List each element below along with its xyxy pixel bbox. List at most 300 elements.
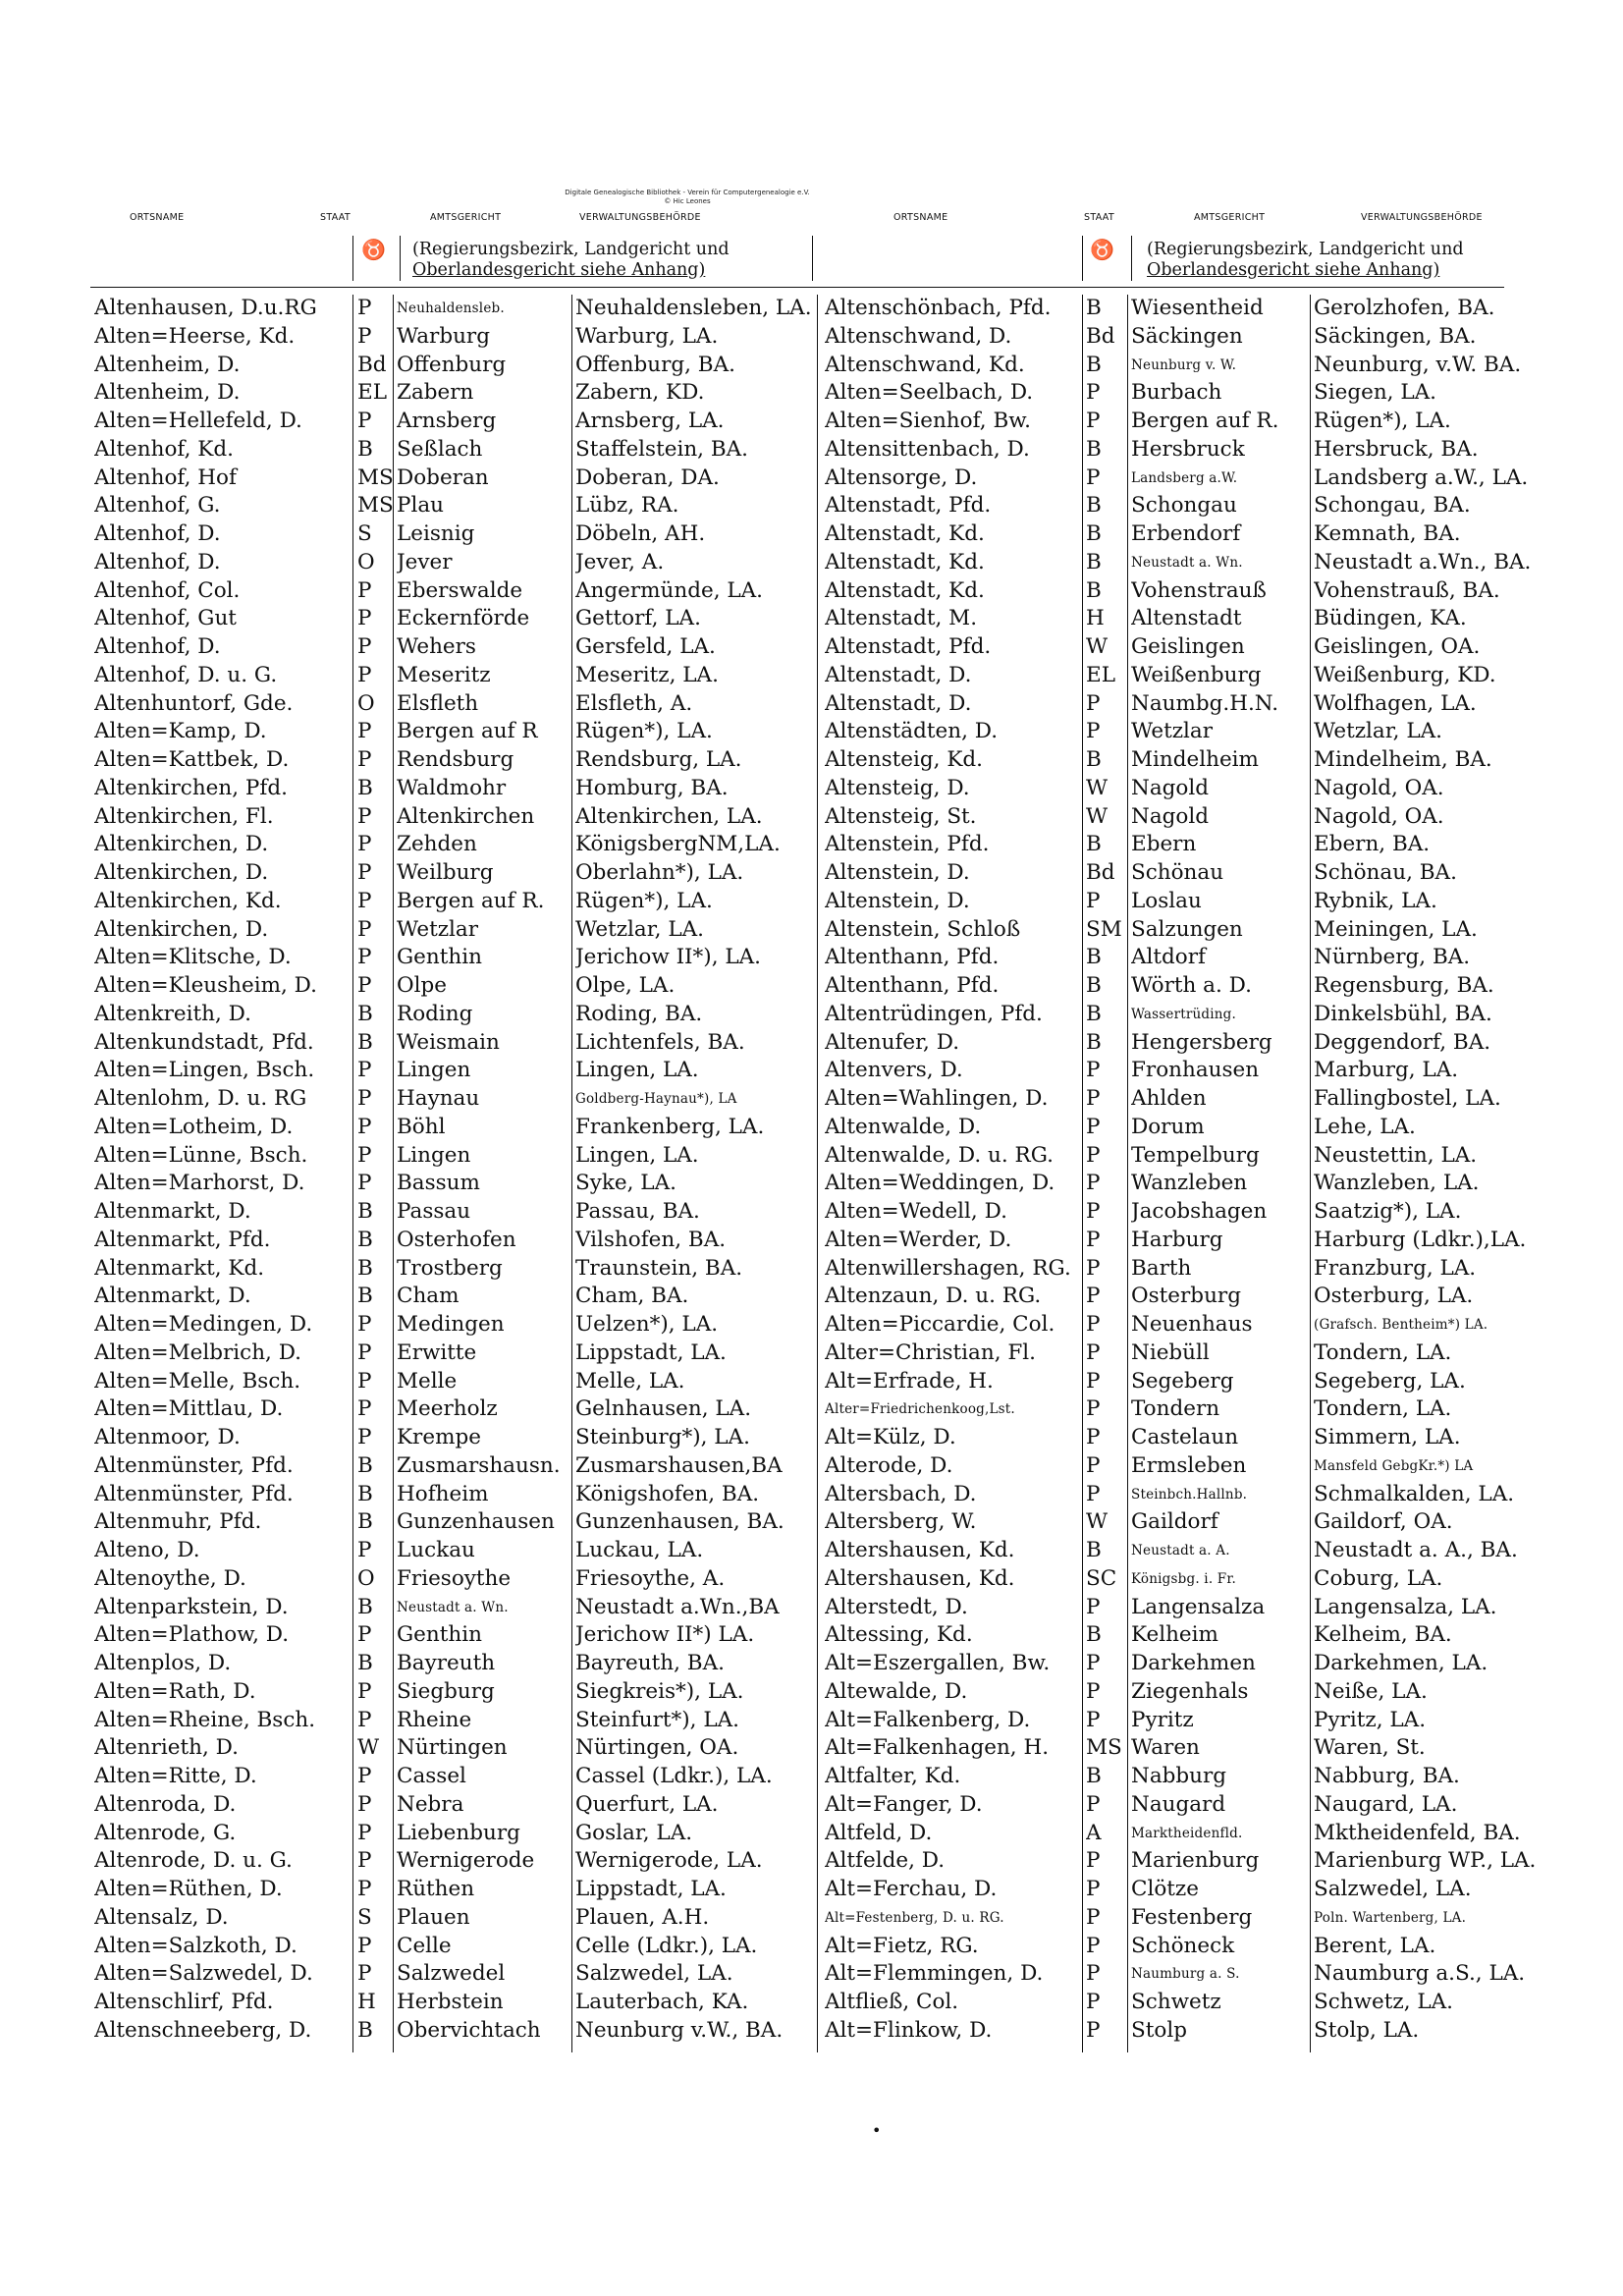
table-row bbox=[825, 1085, 1532, 1114]
table-row bbox=[94, 408, 817, 436]
verwaltung-cell: Mansfeld GebgKr.*) LA bbox=[1314, 1457, 1474, 1474]
verwaltung-cell: Säckingen, BA. bbox=[1314, 323, 1477, 349]
table-row bbox=[825, 1227, 1532, 1255]
verwaltung-cell: Nürnberg, BA. bbox=[1314, 945, 1471, 970]
staat-cell: P bbox=[357, 1622, 372, 1648]
table-row bbox=[825, 1650, 1532, 1678]
staat-cell: P bbox=[1086, 2017, 1101, 2043]
staat-cell: P bbox=[357, 747, 372, 772]
table-row bbox=[825, 1170, 1532, 1198]
amtsgericht-cell: Segeberg bbox=[1131, 1368, 1234, 1394]
amtsgericht-cell: Hersbruck bbox=[1131, 436, 1245, 462]
ortsname-cell: Alten=Kleusheim, D. bbox=[94, 973, 317, 998]
table-row bbox=[825, 1820, 1532, 1848]
verwaltung-cell: Darkehmen, LA. bbox=[1314, 1651, 1488, 1675]
table-row bbox=[94, 1368, 817, 1396]
ortsname-cell: Altenschönbach, Pfd. bbox=[825, 296, 1052, 320]
ortsname-cell: Alten=Melbrich, D. bbox=[94, 1339, 302, 1365]
verwaltung-cell: Schönau, BA. bbox=[1314, 860, 1457, 885]
amtsgericht-cell: Jacobshagen bbox=[1131, 1199, 1268, 1224]
verwaltung-cell: Rybnik, LA. bbox=[1314, 888, 1437, 913]
verwaltung-cell: Warburg, LA. bbox=[575, 323, 719, 349]
verwaltung-cell: Segeberg, LA. bbox=[1314, 1368, 1466, 1394]
staat-cell: P bbox=[357, 1396, 372, 1422]
staat-cell: B bbox=[1086, 352, 1102, 377]
verwaltung-cell: Gersfeld, LA. bbox=[575, 634, 716, 659]
staat-cell: P bbox=[357, 634, 372, 659]
amtsgericht-cell: Passau bbox=[397, 1199, 471, 1224]
ortsname-cell: Altenstein, D. bbox=[825, 860, 970, 885]
table-row bbox=[94, 1452, 817, 1481]
ortsname-cell: Altenstadt, Pfd. bbox=[825, 634, 992, 659]
verwaltung-cell: (Grafsch. Bentheim*) LA. bbox=[1314, 1317, 1488, 1333]
amtsgericht-cell: Bergen auf R. bbox=[1131, 409, 1279, 433]
ortsname-cell: Altfeld, D. bbox=[825, 1820, 933, 1845]
table-row bbox=[825, 1255, 1532, 1284]
ortsname-cell: Altensteig, St. bbox=[825, 803, 977, 829]
staat-cell: P bbox=[357, 1312, 372, 1337]
amtsgericht-cell: Waren bbox=[1131, 1735, 1200, 1761]
table-row bbox=[825, 577, 1532, 606]
ortsname-cell: Altenstadt, Kd. bbox=[825, 521, 985, 546]
amtsgericht-cell: Offenburg bbox=[397, 352, 507, 377]
header-staat-left: STAAT bbox=[320, 212, 351, 223]
staat-cell: Bd bbox=[357, 352, 387, 377]
table-row bbox=[825, 916, 1532, 945]
verwaltung-cell: Offenburg, BA. bbox=[575, 352, 735, 377]
ortsname-cell: Altenmarkt, D. bbox=[94, 1199, 251, 1224]
table-row bbox=[94, 859, 817, 888]
ortsname-cell: Altenrode, G. bbox=[94, 1820, 237, 1845]
table-row bbox=[94, 662, 817, 690]
amtsgericht-cell: Nebra bbox=[397, 1791, 464, 1817]
verwaltung-cell: Staffelstein, BA. bbox=[575, 436, 749, 462]
ortsname-cell: Alten=Seelbach, D. bbox=[825, 380, 1034, 406]
amtsgericht-cell: Darkehmen bbox=[1131, 1651, 1256, 1675]
verwaltung-cell: Vohenstrauß, BA. bbox=[1314, 577, 1500, 603]
verwaltung-cell: Nürtingen, OA. bbox=[575, 1735, 739, 1761]
staat-cell: EL bbox=[357, 380, 387, 406]
ortsname-cell: Altenkirchen, D. bbox=[94, 832, 269, 857]
amtsgericht-cell: Festenberg bbox=[1131, 1904, 1253, 1930]
table-row bbox=[94, 775, 817, 803]
verwaltung-cell: Celle (Ldkr.), LA. bbox=[575, 1933, 758, 1958]
ortsname-cell: Altenkirchen, D. bbox=[94, 860, 269, 885]
ortsname-cell: Altensteig, D. bbox=[825, 775, 970, 800]
ortsname-cell: Alterstedt, D. bbox=[825, 1594, 968, 1619]
verwaltung-cell: Friesoythe, A. bbox=[575, 1565, 726, 1591]
verwaltung-cell: Kelheim, BA. bbox=[1314, 1622, 1452, 1648]
table-row bbox=[94, 1085, 817, 1114]
table-row bbox=[94, 1678, 817, 1707]
staat-cell: MS bbox=[357, 465, 394, 490]
staat-cell: P bbox=[1086, 1707, 1101, 1732]
staat-cell: P bbox=[1086, 1452, 1101, 1478]
header-ortsname-right: ORTSNAME bbox=[893, 212, 948, 223]
staat-cell: B bbox=[1086, 1622, 1102, 1648]
ortsname-cell: Alt=Falkenberg, D. bbox=[825, 1707, 1031, 1732]
amtsgericht-cell: Bayreuth bbox=[397, 1651, 496, 1675]
ortsname-cell: Altenmoor, D. bbox=[94, 1425, 241, 1449]
subheader-note-line1: (Regierungsbezirk, Landgericht und bbox=[1147, 240, 1464, 259]
amtsgericht-cell: Vohenstrauß bbox=[1131, 577, 1267, 603]
table-row bbox=[94, 1142, 817, 1171]
amtsgericht-cell: Naugard bbox=[1131, 1791, 1226, 1817]
table-row bbox=[825, 605, 1532, 633]
table-row bbox=[94, 379, 817, 408]
table-row bbox=[825, 859, 1532, 888]
verwaltung-cell: Altenkirchen, LA. bbox=[575, 803, 763, 829]
amtsgericht-cell: Elsfleth bbox=[397, 690, 479, 716]
ortsname-cell: Alten=Salzwedel, D. bbox=[94, 1961, 313, 1987]
verwaltung-cell: Lichtenfels, BA. bbox=[575, 1029, 745, 1055]
staat-cell: P bbox=[1086, 409, 1101, 433]
subheader-divider bbox=[352, 236, 353, 281]
staat-cell: P bbox=[357, 577, 372, 603]
ortsname-cell: Altfelde, D. bbox=[825, 1848, 946, 1874]
ortsname-cell: Altenmünster, Pfd. bbox=[94, 1481, 294, 1506]
amtsgericht-cell: Meseritz bbox=[397, 662, 491, 687]
staat-cell: P bbox=[1086, 690, 1101, 716]
amtsgericht-cell: Meerholz bbox=[397, 1396, 498, 1422]
verwaltung-cell: Siegkreis*), LA. bbox=[575, 1678, 744, 1704]
staat-cell: P bbox=[357, 662, 372, 687]
amtsgericht-cell: Friesoythe bbox=[397, 1565, 512, 1591]
ortsname-cell: Altenhof, D. u. G. bbox=[94, 662, 278, 687]
verwaltung-cell: Oberlahn*), LA. bbox=[575, 860, 744, 885]
table-row bbox=[825, 1763, 1532, 1791]
staat-cell: P bbox=[357, 916, 372, 942]
verwaltung-cell: Lübz, RA. bbox=[575, 493, 679, 519]
ortsname-cell: Alt=Külz, D. bbox=[825, 1425, 956, 1449]
amtsgericht-cell: Olpe bbox=[397, 973, 447, 998]
subheader-divider bbox=[1082, 236, 1083, 281]
staat-cell: P bbox=[357, 1820, 372, 1845]
table-row bbox=[825, 520, 1532, 549]
amtsgericht-cell: Krempe bbox=[397, 1425, 481, 1449]
table-row bbox=[825, 1565, 1532, 1594]
ortsname-cell: Altenkirchen, D. bbox=[94, 916, 269, 942]
table-row bbox=[94, 1001, 817, 1029]
ortsname-cell: Alten=Kattbek, D. bbox=[94, 747, 290, 772]
verwaltung-cell: Zusmarshausen,BA bbox=[575, 1452, 783, 1478]
verwaltung-cell: Hersbruck, BA. bbox=[1314, 436, 1479, 462]
amtsgericht-cell: Medingen bbox=[397, 1312, 505, 1337]
table-row bbox=[825, 1452, 1532, 1481]
amtsgericht-cell: Herbstein bbox=[397, 1990, 504, 2014]
amtsgericht-cell: Niebüll bbox=[1131, 1339, 1210, 1365]
amtsgericht-cell: Neunburg v. W. bbox=[1131, 356, 1237, 373]
table-row bbox=[94, 520, 817, 549]
ortsname-cell: Alten=Lotheim, D. bbox=[94, 1114, 294, 1139]
staat-cell: Bd bbox=[1086, 323, 1115, 349]
staat-cell: B bbox=[1086, 747, 1102, 772]
ortsname-cell: Altenheim, D. bbox=[94, 352, 241, 377]
table-row bbox=[825, 1707, 1532, 1735]
staat-cell: P bbox=[1086, 1284, 1101, 1309]
verwaltung-cell: Uelzen*), LA. bbox=[575, 1312, 719, 1337]
verwaltung-cell: Pyritz, LA. bbox=[1314, 1707, 1427, 1732]
amtsgericht-cell: Altenstadt bbox=[1131, 606, 1242, 631]
subheader-note-line2: Oberlandesgericht siehe Anhang) bbox=[1147, 260, 1440, 280]
verwaltung-cell: Schwetz, LA. bbox=[1314, 1990, 1454, 2014]
amtsgericht-cell: Wörth a. D. bbox=[1131, 973, 1252, 998]
table-row bbox=[825, 1734, 1532, 1763]
ortsname-cell: Altenhof, Hof bbox=[94, 465, 237, 490]
table-row bbox=[94, 1960, 817, 1989]
verwaltung-cell: Deggendorf, BA. bbox=[1314, 1029, 1491, 1055]
ortsname-cell: Alten=Klitsche, D. bbox=[94, 945, 292, 970]
staat-cell: P bbox=[1086, 1651, 1101, 1675]
ortsname-cell: Altensittenbach, D. bbox=[825, 436, 1030, 462]
staat-cell: W bbox=[1086, 1509, 1109, 1535]
staat-cell: P bbox=[357, 945, 372, 970]
ortsname-cell: Altensteig, Kd. bbox=[825, 747, 983, 772]
ortsname-cell: Altenstadt, Kd. bbox=[825, 549, 985, 574]
ortsname-cell: Alten=Wahlingen, D. bbox=[825, 1086, 1049, 1111]
ortsname-cell: Altenstein, Pfd. bbox=[825, 832, 990, 857]
staat-cell: P bbox=[1086, 1086, 1101, 1111]
ortsname-cell: Altenlohm, D. u. RG bbox=[94, 1086, 307, 1111]
ortsname-cell: Altenkreith, D. bbox=[94, 1001, 251, 1026]
verwaltung-cell: Schongau, BA. bbox=[1314, 493, 1471, 519]
staat-cell: B bbox=[1086, 521, 1102, 546]
staat-cell: P bbox=[1086, 1961, 1101, 1987]
ortsname-cell: Alt=Flinkow, D. bbox=[825, 2017, 993, 2043]
verwaltung-cell: Neustadt a.Wn., BA. bbox=[1314, 549, 1532, 574]
ortsname-cell: Altenhausen, D.u.RG bbox=[94, 296, 317, 320]
staat-cell: P bbox=[357, 832, 372, 857]
staat-cell: B bbox=[357, 1651, 373, 1675]
table-row bbox=[825, 436, 1532, 465]
table-row bbox=[825, 944, 1532, 972]
header-staat-right: STAAT bbox=[1084, 212, 1114, 223]
table-row bbox=[825, 408, 1532, 436]
ortsname-cell: Altewalde, D. bbox=[825, 1678, 968, 1704]
ortsname-cell: Alten=Lünne, Bsch. bbox=[94, 1142, 308, 1168]
verwaltung-cell: Tondern, LA. bbox=[1314, 1339, 1452, 1365]
ortsname-cell: Altenstein, Schloß bbox=[825, 916, 1021, 942]
ortsname-cell: Alten=Rheine, Bsch. bbox=[94, 1707, 316, 1732]
amtsgericht-cell: Geislingen bbox=[1131, 634, 1245, 659]
amtsgericht-cell: Osterhofen bbox=[397, 1227, 516, 1252]
amtsgericht-cell: Liebenburg bbox=[397, 1820, 520, 1845]
staat-cell: P bbox=[357, 1791, 372, 1817]
table-row bbox=[825, 1339, 1532, 1368]
table-row bbox=[825, 1791, 1532, 1820]
verwaltung-cell: Olpe, LA. bbox=[575, 973, 676, 998]
ortsname-cell: Altenwalde, D. bbox=[825, 1114, 982, 1139]
amtsgericht-cell: Stolp bbox=[1131, 2017, 1187, 2043]
table-row bbox=[94, 1227, 817, 1255]
subheader bbox=[0, 236, 1623, 283]
amtsgericht-cell: Naumburg a. S. bbox=[1131, 1966, 1240, 1983]
verwaltung-cell: Lippstadt, LA. bbox=[575, 1339, 727, 1365]
ortsname-cell: Altenhof, G. bbox=[94, 493, 221, 519]
subheader-glyph-left: ♉ bbox=[361, 238, 386, 261]
ortsname-cell: Altenstadt, Pfd. bbox=[825, 493, 992, 519]
amtsgericht-cell: Hofheim bbox=[397, 1481, 489, 1506]
staat-cell: P bbox=[357, 1961, 372, 1987]
staat-cell: B bbox=[1086, 1001, 1102, 1026]
verwaltung-cell: Goldberg-Haynau*), LA bbox=[575, 1091, 737, 1107]
table-row bbox=[94, 2017, 817, 2046]
ortsname-cell: Alt=Fietz, RG. bbox=[825, 1933, 979, 1958]
verwaltung-cell: Döbeln, AH. bbox=[575, 521, 706, 546]
amtsgericht-cell: Celle bbox=[397, 1933, 452, 1958]
verwaltung-cell: Homburg, BA. bbox=[575, 775, 729, 800]
table-row bbox=[825, 1537, 1532, 1565]
amtsgericht-cell: Burbach bbox=[1131, 380, 1222, 406]
table-row bbox=[94, 1198, 817, 1227]
amtsgericht-cell: Castelaun bbox=[1131, 1425, 1239, 1449]
verwaltung-cell: Berent, LA. bbox=[1314, 1933, 1436, 1958]
staat-cell: B bbox=[1086, 577, 1102, 603]
ortsname-cell: Alt=Erfrade, H. bbox=[825, 1368, 994, 1394]
staat-cell: P bbox=[1086, 465, 1101, 490]
amtsgericht-cell: Zehden bbox=[397, 832, 477, 857]
ortsname-cell: Alt=Eszergallen, Bw. bbox=[825, 1651, 1051, 1675]
ortsname-cell: Altentrüdingen, Pfd. bbox=[825, 1001, 1043, 1026]
table-row bbox=[94, 352, 817, 380]
table-row bbox=[825, 1029, 1532, 1058]
subheader-note-left bbox=[412, 240, 730, 281]
amtsgericht-cell: Ziegenhals bbox=[1131, 1678, 1249, 1704]
amtsgericht-cell: Siegburg bbox=[397, 1678, 495, 1704]
subheader-divider bbox=[812, 236, 813, 281]
amtsgericht-cell: Naumbg.H.N. bbox=[1131, 690, 1279, 716]
ortsname-cell: Alten=Werder, D. bbox=[825, 1227, 1012, 1252]
ortsname-cell: Alter=Friedrichenkoog,Lst. bbox=[825, 1401, 1015, 1418]
verwaltung-cell: Weißenburg, KD. bbox=[1314, 662, 1496, 687]
header-rule bbox=[90, 287, 1504, 288]
verwaltung-cell: Plauen, A.H. bbox=[575, 1904, 710, 1930]
table-row bbox=[94, 549, 817, 577]
ortsname-cell: Altenschwand, Kd. bbox=[825, 352, 1025, 377]
table-row bbox=[94, 1508, 817, 1537]
table-row bbox=[825, 690, 1532, 719]
table-row bbox=[94, 944, 817, 972]
verwaltung-cell: Traunstein, BA. bbox=[575, 1255, 743, 1281]
verwaltung-cell: Nagold, OA. bbox=[1314, 775, 1444, 800]
staat-cell: B bbox=[1086, 1764, 1102, 1788]
staat-cell: W bbox=[1086, 634, 1109, 659]
verwaltung-cell: Wernigerode, LA. bbox=[575, 1848, 763, 1874]
table-row bbox=[825, 1057, 1532, 1085]
verwaltung-cell: Passau, BA. bbox=[575, 1199, 700, 1224]
staat-cell: P bbox=[1086, 1933, 1101, 1958]
amtsgericht-cell: Nürtingen bbox=[397, 1735, 508, 1761]
ortsname-cell: Altenwillershagen, RG. bbox=[825, 1255, 1071, 1281]
verwaltung-cell: Querfurt, LA. bbox=[575, 1791, 719, 1817]
verwaltung-cell: Roding, BA. bbox=[575, 1001, 703, 1026]
staat-cell: B bbox=[1086, 296, 1102, 320]
verwaltung-cell: Büdingen, KA. bbox=[1314, 606, 1467, 631]
staat-cell: SC bbox=[1086, 1565, 1117, 1591]
table-row bbox=[825, 2017, 1532, 2046]
ortsname-cell: Altenstadt, M. bbox=[825, 606, 978, 631]
ortsname-cell: Altenmarkt, D. bbox=[94, 1284, 251, 1309]
watermark bbox=[511, 189, 864, 206]
table-row bbox=[825, 1368, 1532, 1396]
verwaltung-cell: Salzwedel, LA. bbox=[575, 1961, 733, 1987]
ortsname-cell: Altenhof, Col. bbox=[94, 577, 241, 603]
staat-cell: P bbox=[1086, 719, 1101, 744]
ortsname-cell: Altenwalde, D. u. RG. bbox=[825, 1142, 1054, 1168]
staat-cell: P bbox=[357, 1142, 372, 1168]
staat-cell: MS bbox=[1086, 1735, 1122, 1761]
staat-cell: P bbox=[357, 1171, 372, 1196]
header-amtsgericht-left: AMTSGERICHT bbox=[430, 212, 502, 223]
staat-cell: O bbox=[357, 549, 375, 574]
verwaltung-cell: Fallingbostel, LA. bbox=[1314, 1086, 1501, 1111]
table-row bbox=[825, 775, 1532, 803]
amtsgericht-cell: Erwitte bbox=[397, 1339, 477, 1365]
staat-cell: P bbox=[357, 1538, 372, 1562]
staat-cell: B bbox=[1086, 493, 1102, 519]
header-amtsgericht-right: AMTSGERICHT bbox=[1194, 212, 1266, 223]
ortsname-cell: Altenthann, Pfd. bbox=[825, 973, 1000, 998]
amtsgericht-cell: Barth bbox=[1131, 1255, 1192, 1281]
staat-cell: B bbox=[1086, 1029, 1102, 1055]
amtsgericht-cell: Bassum bbox=[397, 1171, 480, 1196]
table-row bbox=[825, 1424, 1532, 1452]
ortsname-cell: Altenschwand, D. bbox=[825, 323, 1012, 349]
table-row bbox=[825, 972, 1532, 1001]
amtsgericht-cell: Rheine bbox=[397, 1707, 472, 1732]
staat-cell: B bbox=[357, 1509, 373, 1535]
ortsname-cell: Alten=Ritte, D. bbox=[94, 1764, 257, 1788]
verwaltung-cell: Geislingen, OA. bbox=[1314, 634, 1481, 659]
verwaltung-cell: Osterburg, LA. bbox=[1314, 1284, 1474, 1309]
table-row bbox=[94, 1707, 817, 1735]
ortsname-cell: Alten=Wedell, D. bbox=[825, 1199, 1007, 1224]
verwaltung-cell: Naugard, LA. bbox=[1314, 1791, 1458, 1817]
amtsgericht-cell: Wernigerode bbox=[397, 1848, 535, 1874]
header-verwaltung-right: VERWALTUNGSBEHÖRDE bbox=[1361, 212, 1483, 223]
table-row bbox=[825, 295, 1532, 323]
verwaltung-cell: Neustettin, LA. bbox=[1314, 1142, 1478, 1168]
staat-cell: B bbox=[357, 1227, 373, 1252]
ortsname-cell: Altenhof, Kd. bbox=[94, 436, 234, 462]
subheader-note-line1: (Regierungsbezirk, Landgericht und bbox=[412, 240, 730, 259]
ortsname-cell: Altenthann, Pfd. bbox=[825, 945, 1000, 970]
ortsname-cell: Alten=Heerse, Kd. bbox=[94, 323, 296, 349]
verwaltung-cell: Langensalza, LA. bbox=[1314, 1594, 1497, 1619]
amtsgericht-cell: Wetzlar bbox=[1131, 719, 1214, 744]
verwaltung-cell: Neiße, LA. bbox=[1314, 1678, 1428, 1704]
staat-cell: P bbox=[357, 1764, 372, 1788]
amtsgericht-cell: Clötze bbox=[1131, 1877, 1199, 1901]
verwaltung-cell: Jerichow II*) LA. bbox=[575, 1622, 755, 1648]
ortsname-cell: Altenstädten, D. bbox=[825, 719, 999, 744]
amtsgericht-cell: Erbendorf bbox=[1131, 521, 1241, 546]
table-row bbox=[94, 1989, 817, 2017]
ortsname-cell: Alter=Christian, Fl. bbox=[825, 1339, 1037, 1365]
ortsname-cell: Alt=Falkenhagen, H. bbox=[825, 1735, 1050, 1761]
verwaltung-cell: Landsberg a.W., LA. bbox=[1314, 465, 1529, 490]
table-row bbox=[94, 1029, 817, 1058]
staat-cell: H bbox=[357, 1990, 376, 2014]
staat-cell: A bbox=[1086, 1820, 1102, 1845]
table-row bbox=[94, 972, 817, 1001]
table-row bbox=[825, 1395, 1532, 1424]
staat-cell: P bbox=[1086, 1791, 1101, 1817]
amtsgericht-cell: Eckernförde bbox=[397, 606, 530, 631]
staat-cell: B bbox=[357, 1255, 373, 1281]
staat-cell: P bbox=[357, 1848, 372, 1874]
staat-cell: B bbox=[1086, 1538, 1102, 1562]
